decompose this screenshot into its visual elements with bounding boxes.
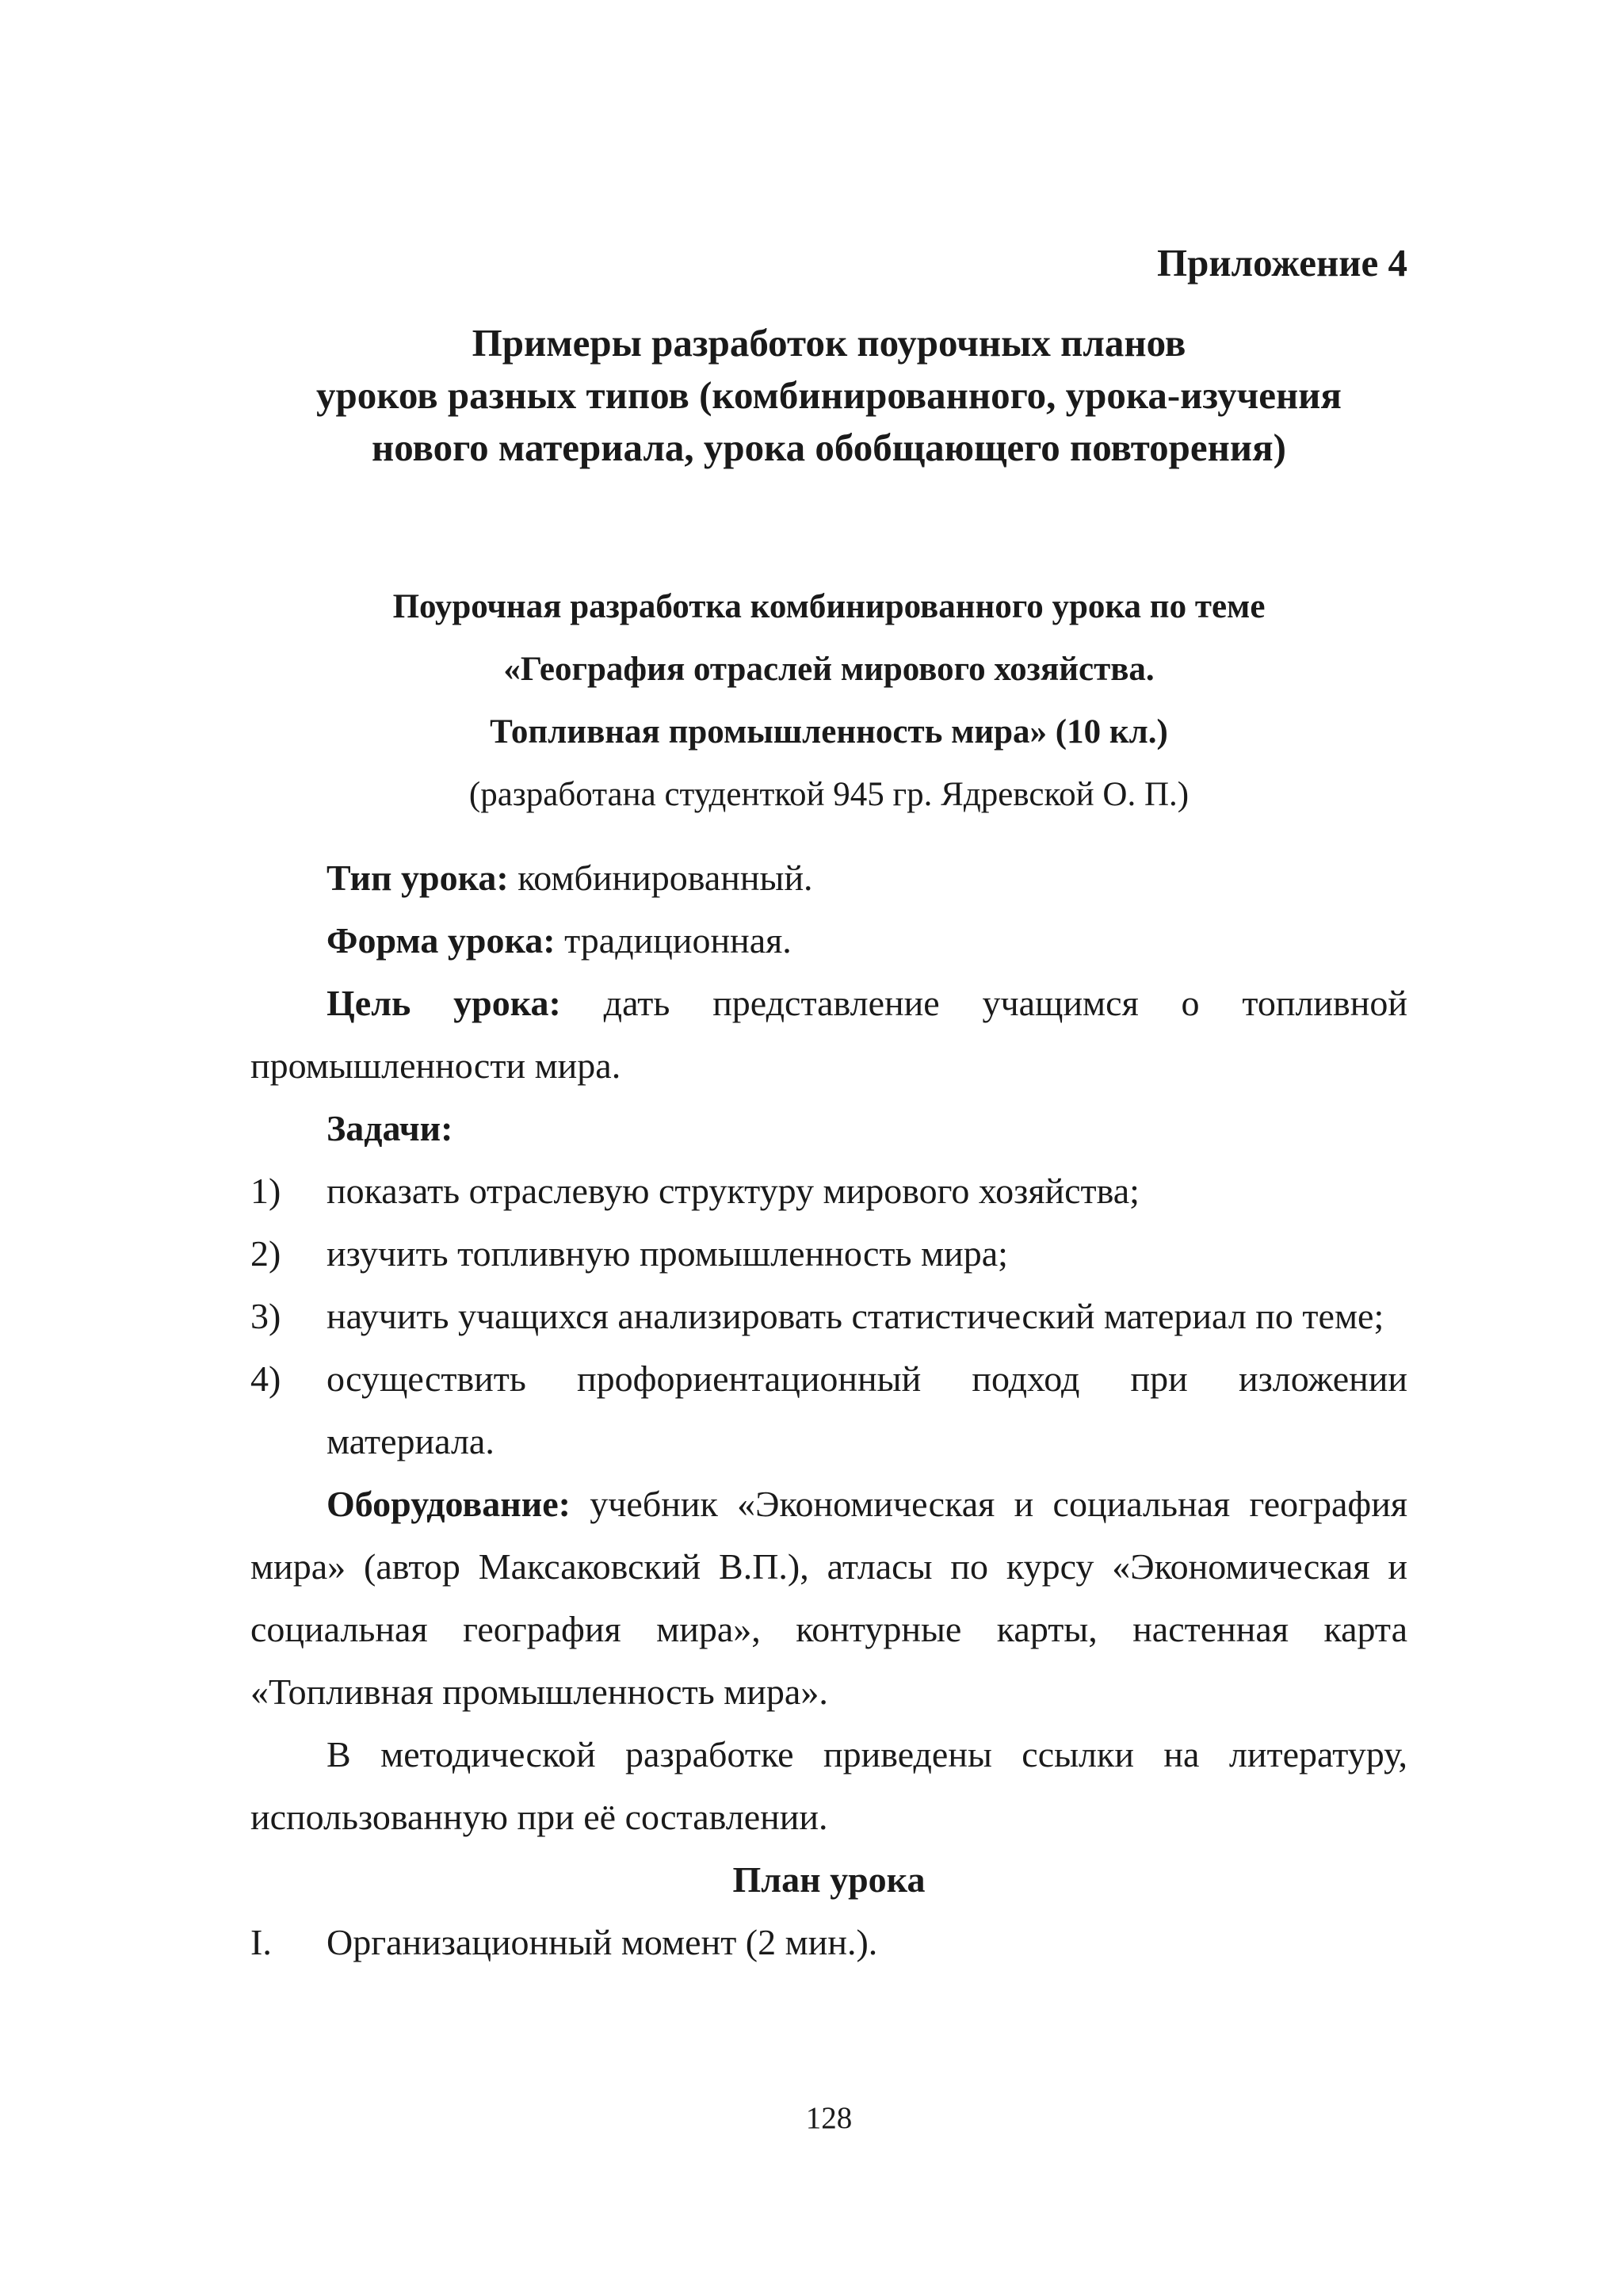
- tasks-label: Задачи:: [327, 1108, 453, 1148]
- task-item: [250, 1159, 1407, 1222]
- lesson-title-line-2: «География отраслей мирового хозяйства.: [503, 651, 1155, 688]
- lesson-form-paragraph: [250, 909, 1407, 972]
- main-title-line-2: уроков разных типов (комбинированного, урока-изучения: [316, 373, 1342, 417]
- task-text: научить учащихся анализировать статистический материал по теме;: [327, 1296, 1384, 1336]
- plan-item-number: I.: [250, 1922, 272, 1962]
- task-text: осуществить профориентационный подход при изложении материала.: [327, 1358, 1407, 1461]
- main-title-line-3: нового материала, урока обобщающего повторения): [372, 426, 1286, 469]
- plan-heading: План урока: [732, 1859, 926, 1900]
- equipment-paragraph: [250, 1473, 1407, 1723]
- tasks-heading-paragraph: [250, 1097, 1407, 1159]
- document-body: [250, 846, 1407, 1973]
- lesson-title-block: [250, 575, 1407, 826]
- task-number: 2): [250, 1233, 281, 1274]
- lesson-goal-value: дать представление учащимся о топливной промышленности мира.: [250, 983, 1408, 1086]
- lesson-type-label: Тип урока:: [327, 858, 509, 898]
- task-number: 3): [250, 1296, 281, 1336]
- references-note: В методической разработке приведены ссылки на литературу, использованную при её составлении.: [250, 1734, 1407, 1837]
- lesson-title-line-1: Поурочная разработка комбинированного урока по теме: [392, 588, 1266, 625]
- task-text: изучить топливную промышленность мира;: [327, 1233, 1008, 1274]
- task-number: 4): [250, 1358, 281, 1399]
- task-item: [250, 1285, 1407, 1347]
- task-text: показать отраслевую структуру мирового хозяйства;: [327, 1171, 1140, 1211]
- main-title-line-1: Примеры разработок поурочных планов: [472, 321, 1186, 365]
- lesson-form-label: Форма урока:: [327, 920, 556, 961]
- lesson-title-line-3: Топливная промышленность мира» (10 кл.): [490, 713, 1168, 751]
- plan-item-text: Организационный момент (2 мин.).: [327, 1922, 878, 1962]
- lesson-type-paragraph: [250, 846, 1407, 909]
- main-title: [250, 317, 1407, 474]
- equipment-value: учебник «Экономическая и социальная география мира» (автор Максаковский В.П.), атласы по курсу «Экономическая и социальная география мира», контурные карты, настенная карта «Топливная промышленность мира».: [250, 1484, 1407, 1712]
- equipment-label: Оборудование:: [327, 1484, 571, 1524]
- lesson-type-value: комбинированный.: [508, 858, 813, 898]
- lesson-goal-paragraph: [250, 972, 1407, 1097]
- page-number: 128: [805, 2101, 853, 2135]
- appendix-label: Приложение 4: [1157, 241, 1407, 285]
- lesson-form-value: традиционная.: [555, 920, 792, 961]
- task-item: [250, 1347, 1407, 1473]
- lesson-goal-label: Цель урока:: [327, 983, 561, 1023]
- plan-item: [250, 1911, 1407, 1973]
- task-number: 1): [250, 1171, 281, 1211]
- author-note: (разработана студенткой 945 гр. Ядревской О. П.): [468, 776, 1190, 813]
- task-item: [250, 1222, 1407, 1285]
